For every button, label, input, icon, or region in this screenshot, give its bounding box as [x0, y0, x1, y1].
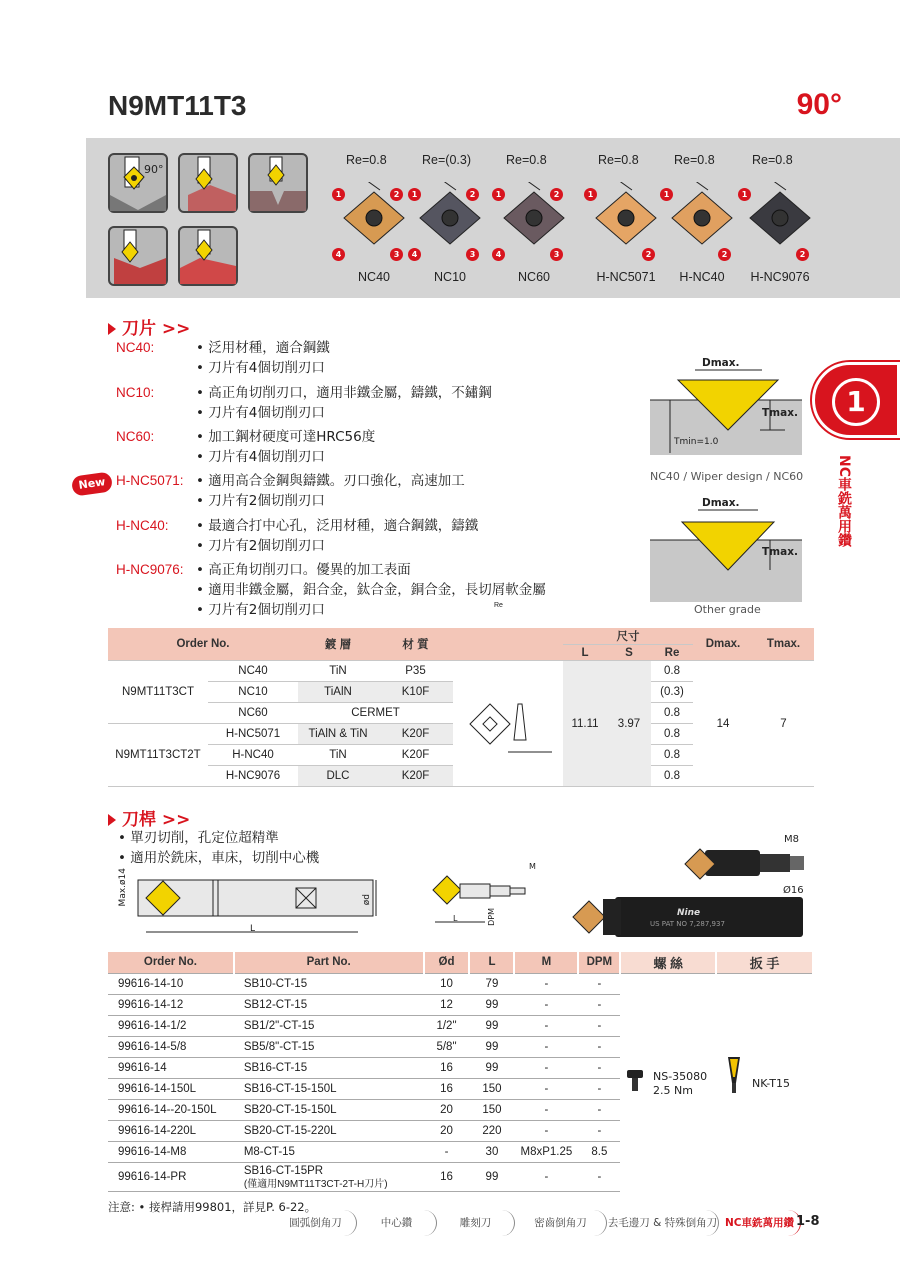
edge-number: 1 [332, 188, 345, 201]
table-row [108, 973, 813, 994]
th-order: Order No. [108, 628, 298, 661]
cell-coat: TiN [298, 745, 378, 766]
holder-cell: 99 [469, 994, 514, 1015]
holder-cell: 20 [424, 1099, 470, 1120]
holder-th: Part No. [234, 952, 424, 973]
holder-cell: 30 [469, 1141, 514, 1162]
grade-desc: • 刀片有2個切削刃口 [196, 602, 325, 618]
holder-cell: 99 [469, 1057, 514, 1078]
holder-cell: 99616-14-PR [108, 1162, 234, 1191]
footer-tab[interactable]: 去毛邊刀 & 特殊倒角刀 [607, 1210, 719, 1236]
holder-table [108, 952, 814, 1192]
page-title: N9MT11T3 [108, 90, 247, 121]
insert-re: Re=0.8 [506, 153, 547, 167]
holder-th: L [469, 952, 514, 973]
grade-desc: • 高正角切削刃口，適用非鐵金屬，鑄鐵，不鏽鋼 [196, 385, 492, 401]
cell-re: 0.8 [651, 661, 693, 682]
l-label: L [250, 924, 256, 934]
cell-re: 0.8 [651, 766, 693, 787]
screw-icon [625, 1068, 645, 1092]
tmin-label: Tmin=1.0 [674, 437, 719, 447]
tmax-label-2: Tmax. [762, 546, 798, 558]
dpm-label: DPM [487, 908, 496, 926]
screw-name: NS-35080 [653, 1070, 708, 1083]
cell-dmax: 14 [693, 661, 753, 787]
new-badge: New [71, 471, 113, 496]
d16-label: Ø16 [783, 885, 804, 896]
holder-cell: SB16-CT-15 [234, 1057, 424, 1078]
cell-re: (0.3) [651, 682, 693, 703]
th-re: Re [651, 645, 693, 661]
th-dmax: Dmax. [693, 628, 753, 661]
insert-item [496, 150, 572, 290]
page-number: 1-8 [796, 1214, 820, 1229]
holder-cell: 16 [424, 1078, 470, 1099]
edge-number: 1 [738, 188, 751, 201]
brand-label: Nine [677, 908, 701, 918]
icon-90-label: 90° [144, 163, 164, 176]
cell-coat: TiAlN & TiN [298, 724, 378, 745]
insert-image [742, 182, 818, 282]
holder-cell: 1/2" [424, 1015, 470, 1036]
cell-re: 0.8 [651, 724, 693, 745]
cell-grade: H-NC5071 [208, 724, 298, 745]
holder-th: M [514, 952, 578, 973]
holder-cell: 16 [424, 1162, 470, 1191]
edge-number: 2 [390, 188, 403, 201]
m-label: M [529, 862, 536, 871]
insert-name: H-NC40 [679, 270, 725, 284]
depth-diagram-wiper [650, 355, 802, 459]
triangle-icon [108, 323, 116, 335]
holder-cell: 99616-14-1/2 [108, 1015, 234, 1036]
holder-cell: SB20-CT-15-220L [234, 1120, 424, 1141]
grade-name: H-NC5071: [116, 473, 184, 488]
edge-number: 2 [550, 188, 563, 201]
insert-name: H-NC9076 [750, 270, 810, 284]
section-inserts-heading: 刀片 >> [108, 314, 190, 339]
l2-label: L [453, 914, 458, 923]
tmax-label: Tmax. [762, 407, 798, 419]
holder-cell: 99616-14-12 [108, 994, 234, 1015]
grade-name: NC60: [116, 429, 155, 444]
holder-cell: - [578, 1162, 620, 1191]
th-l: L [563, 645, 607, 661]
holder-cell: 99 [469, 1036, 514, 1057]
holder-th: Ød [424, 952, 470, 973]
insert-name: NC10 [434, 270, 466, 284]
holder-th: 螺 絲 [620, 952, 716, 973]
grade-name: H-NC40: [116, 518, 169, 533]
edge-number: 3 [390, 248, 403, 261]
od-label: ød [362, 894, 372, 906]
insert-image [664, 182, 740, 282]
application-icon-groove [248, 153, 308, 213]
holder-cell: - [578, 994, 620, 1015]
holder-cell: - [514, 1015, 578, 1036]
holder-cell: 16 [424, 1057, 470, 1078]
holder-cell: 99 [469, 1162, 514, 1191]
holder-cell: - [424, 1141, 470, 1162]
dmax-label-2: Dmax. [702, 497, 740, 509]
insert-name: H-NC5071 [596, 270, 656, 284]
edge-number: 2 [466, 188, 479, 201]
cell-grade: NC10 [208, 682, 298, 703]
holder-cell: M8xP1.25 [514, 1141, 578, 1162]
footer-tab[interactable]: 密齒倒角刀 [515, 1210, 607, 1236]
holder-cell: 150 [469, 1099, 514, 1120]
footer-tab[interactable]: NC車銑萬用鑽 [719, 1210, 801, 1236]
insert-name: NC60 [518, 270, 550, 284]
wrench-name: NK-T15 [752, 1077, 790, 1090]
insert-re: Re=0.8 [598, 153, 639, 167]
edge-number: 4 [492, 248, 505, 261]
grade-name: NC10: [116, 385, 155, 400]
holder-cell: 150 [469, 1078, 514, 1099]
edge-number: 1 [408, 188, 421, 201]
grade-name: NC40: [116, 340, 155, 355]
insert-name: NC40 [358, 270, 390, 284]
grade-desc: • 刀片有2個切削刃口 [196, 538, 325, 554]
grade-desc: • 刀片有4個切削刃口 [196, 449, 325, 465]
edge-number: 2 [796, 248, 809, 261]
screw-torque: 2.5 Nm [653, 1084, 693, 1097]
grade-desc: • 加工鋼材硬度可達HRC56度 [196, 429, 376, 445]
holder-cell: - [514, 1099, 578, 1120]
cell-re: 0.8 [651, 745, 693, 766]
grade-desc: • 高正角切削刃口。優異的加工表面 [196, 562, 411, 578]
insert-re: Re=0.8 [752, 153, 793, 167]
holder-cell: 20 [424, 1120, 470, 1141]
group-ct: N9MT11T3CT [108, 661, 208, 724]
holder-cell: - [514, 973, 578, 994]
holder-th: Order No. [108, 952, 234, 973]
cell-mat: K20F [378, 724, 453, 745]
th-tmax: Tmax. [753, 628, 814, 661]
holder-cell: 99616-14-5/8 [108, 1036, 234, 1057]
footer-tab[interactable]: 雕刻刀 [437, 1210, 515, 1236]
holder-bullet-2: • 適用於銑床，車床，切削中心機 [118, 850, 320, 866]
footer-tabs [275, 1210, 801, 1236]
insert-item [412, 150, 488, 290]
edge-number: 1 [660, 188, 673, 201]
holder-drawing [118, 868, 378, 947]
cell-tmax: 7 [753, 661, 814, 787]
center-drill-icon [180, 228, 236, 284]
holder-cell: SB20-CT-15-150L [234, 1099, 424, 1120]
max-dia-label: Max.ø14 [118, 868, 128, 907]
diagram1-caption: NC40 / Wiper design / NC60 [650, 470, 804, 483]
grade-name: H-NC9076: [116, 562, 184, 577]
diagram2-caption: Other grade [694, 603, 761, 616]
cell-cermet: CERMET [298, 703, 453, 724]
triangle-icon [108, 814, 116, 826]
holder-cell: - [578, 1078, 620, 1099]
grade-desc: • 刀片有4個切削刃口 [196, 405, 325, 421]
insert-item [742, 150, 818, 290]
screw-info [625, 1068, 708, 1097]
cell-mat: P35 [378, 661, 453, 682]
holder-cell: - [578, 1057, 620, 1078]
cell-re: 0.8 [651, 703, 693, 724]
application-icon-center-drill [178, 226, 238, 286]
holder-th: DPM [578, 952, 620, 973]
grade-desc: • 適用非鐵金屬，鋁合金，鈦合金，銅合金，長切屑軟金屬 [196, 582, 546, 598]
holder-cell: SB16-CT-15PR (僅適用N9MT11T3CT-2T-H刀片) [234, 1162, 424, 1191]
th-coating: 鍍 層 [298, 628, 378, 661]
insert-dims-diagram [453, 602, 563, 787]
application-icon-slot [108, 226, 168, 286]
holder-m8-drawing [425, 862, 540, 941]
th-material: 材 質 [378, 628, 453, 661]
holder-cell: 99 [469, 1015, 514, 1036]
holder-cell: - [514, 1078, 578, 1099]
dims-re: Re [494, 602, 503, 609]
holder-cell: 99616-14--20-150L [108, 1099, 234, 1120]
insert-re: Re=0.8 [346, 153, 387, 167]
holder-cell: 220 [469, 1120, 514, 1141]
cell-grade: NC60 [208, 703, 298, 724]
edge-number: 1 [492, 188, 505, 201]
chamfer-edge-icon [180, 155, 236, 211]
dmax-label: Dmax. [702, 357, 740, 369]
cell-mat: K20F [378, 766, 453, 787]
insert-re: Re=(0.3) [422, 153, 471, 167]
insert-item [336, 150, 412, 290]
depth-diagram-other [650, 492, 802, 606]
holder-16-photo [565, 885, 805, 949]
holder-cell: 5/8" [424, 1036, 470, 1057]
holder-cell: 99616-14-150L [108, 1078, 234, 1099]
slot-icon [110, 228, 166, 284]
wrench-icon [722, 1055, 746, 1095]
application-icon-90 [108, 153, 168, 213]
insert-item [588, 150, 664, 290]
edge-number: 4 [332, 248, 345, 261]
note: 注意: • 接桿請用99801，詳見P. 6-22。 [108, 1200, 317, 1214]
grade-desc: • 泛用材種，適合鋼鐵 [196, 340, 330, 356]
section-holder-heading: 刀桿 >> [108, 805, 190, 830]
holder-cell: SB5/8"-CT-15 [234, 1036, 424, 1057]
holder-cell: - [514, 1162, 578, 1191]
edge-number: 2 [642, 248, 655, 261]
cell-coat: TiAlN [298, 682, 378, 703]
grade-desc: • 刀片有2個切削刃口 [196, 493, 325, 509]
cell-grade: H-NC40 [208, 745, 298, 766]
holder-cell: 12 [424, 994, 470, 1015]
cell-grade: H-NC9076 [208, 766, 298, 787]
chapter-title: NC車銑萬用鑽 [836, 455, 852, 547]
holder-cell: 99616-14-10 [108, 973, 234, 994]
holder-cell: - [578, 973, 620, 994]
cell-s: 3.97 [607, 661, 651, 787]
holder-cell: 10 [424, 973, 470, 994]
holder-cell: 99616-14 [108, 1057, 234, 1078]
groove-icon [250, 155, 306, 211]
holder-cell: 79 [469, 973, 514, 994]
insert-image [588, 182, 664, 282]
holder-cell: - [514, 1057, 578, 1078]
cell-coat: TiN [298, 661, 378, 682]
grade-desc: • 適用高合金鋼與鑄鐵。刃口強化，高速加工 [196, 473, 465, 489]
edge-number: 3 [550, 248, 563, 261]
grade-desc: • 刀片有4個切削刃口 [196, 360, 325, 376]
holder-cell: - [514, 994, 578, 1015]
holder-table-header [108, 952, 813, 973]
holder-cell: - [578, 1120, 620, 1141]
stamp-label: US PAT NO 7,287,937 [650, 920, 725, 928]
application-icon-chamfer [178, 153, 238, 213]
edge-number: 4 [408, 248, 421, 261]
chapter-number: 1 [832, 378, 880, 426]
holder-cell: SB12-CT-15 [234, 994, 424, 1015]
holder-cell: SB1/2"-CT-15 [234, 1015, 424, 1036]
holder-cell: 99616-14-220L [108, 1120, 234, 1141]
holder-cell: - [514, 1036, 578, 1057]
holder-bullet-1: • 單刃切削，孔定位超精準 [118, 830, 279, 846]
edge-number: 2 [718, 248, 731, 261]
angle-label: 90° [796, 88, 842, 121]
cell-mat: K10F [378, 682, 453, 703]
cell-mat: K20F [378, 745, 453, 766]
holder-cell: 8.5 [578, 1141, 620, 1162]
grade-desc: • 最適合打中心孔，泛用材種，適合鋼鐵，鑄鐵 [196, 518, 479, 534]
edge-number: 1 [584, 188, 597, 201]
insert-re: Re=0.8 [674, 153, 715, 167]
holder-cell: - [578, 1036, 620, 1057]
footer-tab[interactable]: 中心鑽 [357, 1210, 437, 1236]
holder-cell: SB10-CT-15 [234, 973, 424, 994]
holder-cell: - [514, 1120, 578, 1141]
holder-cell: M8-CT-15 [234, 1141, 424, 1162]
m8-label: M8 [784, 834, 799, 845]
th-s: S [607, 645, 651, 661]
insert-item [664, 150, 740, 290]
cell-coat: DLC [298, 766, 378, 787]
group-ct2t: N9MT11T3CT2T [108, 724, 208, 787]
wrench-info [722, 1055, 790, 1099]
cell-grade: NC40 [208, 661, 298, 682]
holder-cell: - [578, 1099, 620, 1120]
footer-tab[interactable]: 圓弧倒角刀 [275, 1210, 357, 1236]
cell-l: 11.11 [563, 661, 607, 787]
holder-th: 扳 手 [716, 952, 813, 973]
edge-number: 3 [466, 248, 479, 261]
holder-cell: SB16-CT-15-150L [234, 1078, 424, 1099]
holder-cell: 99616-14-M8 [108, 1141, 234, 1162]
th-blank [453, 628, 563, 661]
th-size: 尺寸 [563, 628, 693, 645]
holder-cell: - [578, 1015, 620, 1036]
table-row [108, 661, 814, 682]
